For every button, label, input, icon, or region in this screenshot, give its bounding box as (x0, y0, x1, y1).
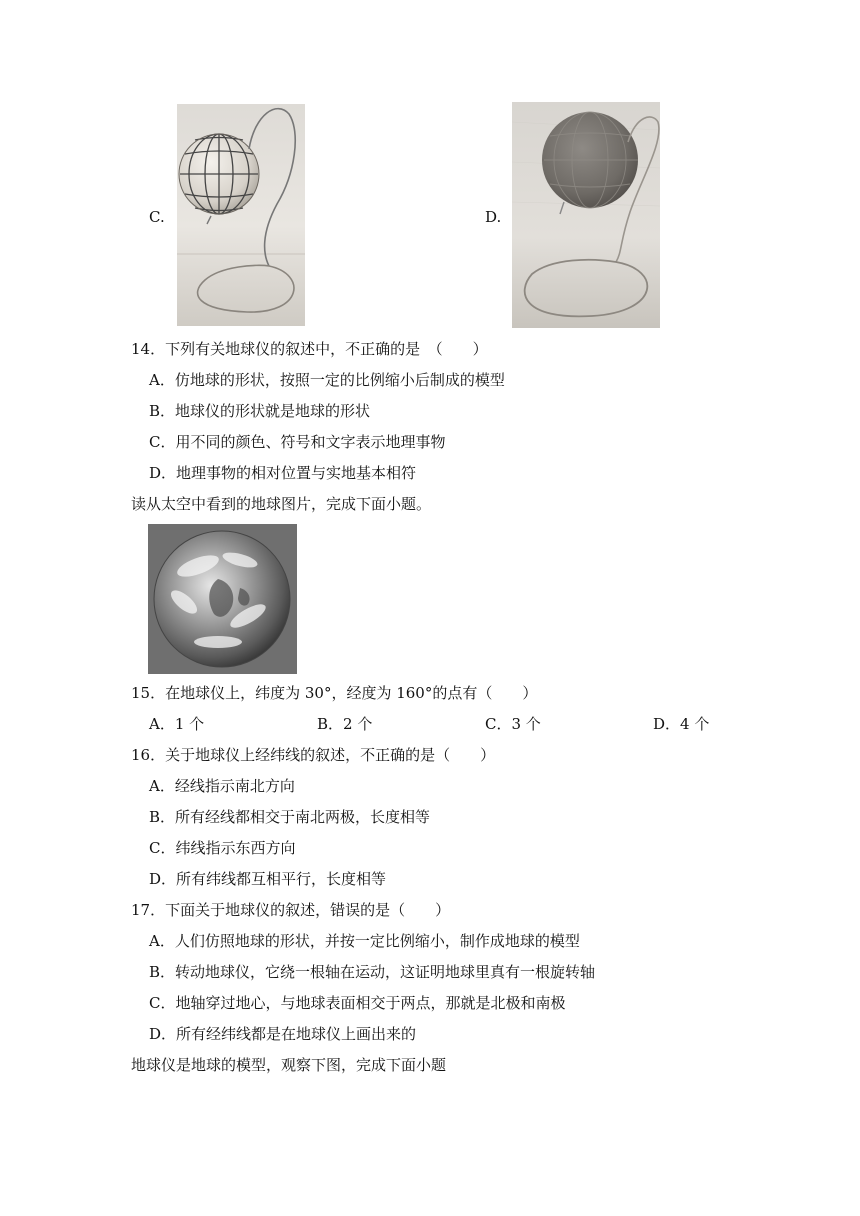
question-17-option-b[interactable]: B．转动地球仪，它绕一根轴在运动，这证明地球里真有一根旋转轴 (149, 963, 596, 981)
earth-from-space-photo-icon (148, 524, 297, 674)
option-c-label: C. (149, 208, 165, 226)
question-16-option-b[interactable]: B．所有经线都相交于南北两极，长度相等 (149, 808, 431, 826)
question-14-option-a[interactable]: A．仿地球的形状，按照一定的比例缩小后制成的模型 (149, 371, 505, 389)
question-14-option-b[interactable]: B．地球仪的形状就是地球的形状 (149, 402, 371, 420)
question-15-option-a[interactable]: A．1 个 (149, 715, 205, 733)
question-15-option-d[interactable]: D．4 个 (653, 715, 710, 733)
option-d-label: D. (485, 208, 502, 226)
question-16-stem: 16．关于地球仪上经纬线的叙述，不正确的是（ ） (131, 746, 496, 764)
question-14-stem: 14．下列有关地球仪的叙述中，不正确的是 （ ） (131, 340, 488, 358)
question-14-option-d[interactable]: D．地理事物的相对位置与实地基本相符 (149, 464, 417, 482)
question-15-option-b[interactable]: B．2 个 (317, 715, 373, 733)
clay-ball-globe-model-photo-icon (512, 102, 660, 328)
question-16-option-c[interactable]: C．纬线指示东西方向 (149, 839, 296, 857)
question-16-option-a[interactable]: A．经线指示南北方向 (149, 777, 295, 795)
wire-globe-model-photo-icon (177, 104, 305, 326)
question-17-option-a[interactable]: A．人们仿照地球的形状，并按一定比例缩小，制作成地球的模型 (149, 932, 580, 950)
question-17-option-d[interactable]: D．所有经纬线都是在地球仪上画出来的 (149, 1025, 417, 1043)
reading-instruction-model: 地球仪是地球的模型，观察下图，完成下面小题 (131, 1056, 447, 1074)
question-17-stem: 17．下面关于地球仪的叙述，错误的是（ ） (131, 901, 451, 919)
question-16-option-d[interactable]: D．所有纬线都互相平行，长度相等 (149, 870, 387, 888)
question-17-option-c[interactable]: C．地轴穿过地心，与地球表面相交于两点，那就是北极和南极 (149, 994, 566, 1012)
reading-instruction-space: 读从太空中看到的地球图片，完成下面小题。 (131, 495, 432, 513)
question-15-option-c[interactable]: C．3 个 (485, 715, 541, 733)
question-14-option-c[interactable]: C．用不同的颜色、符号和文字表示地理事物 (149, 433, 446, 451)
question-15-stem: 15．在地球仪上，纬度为 30°，经度为 160°的点有（ ） (131, 684, 538, 702)
